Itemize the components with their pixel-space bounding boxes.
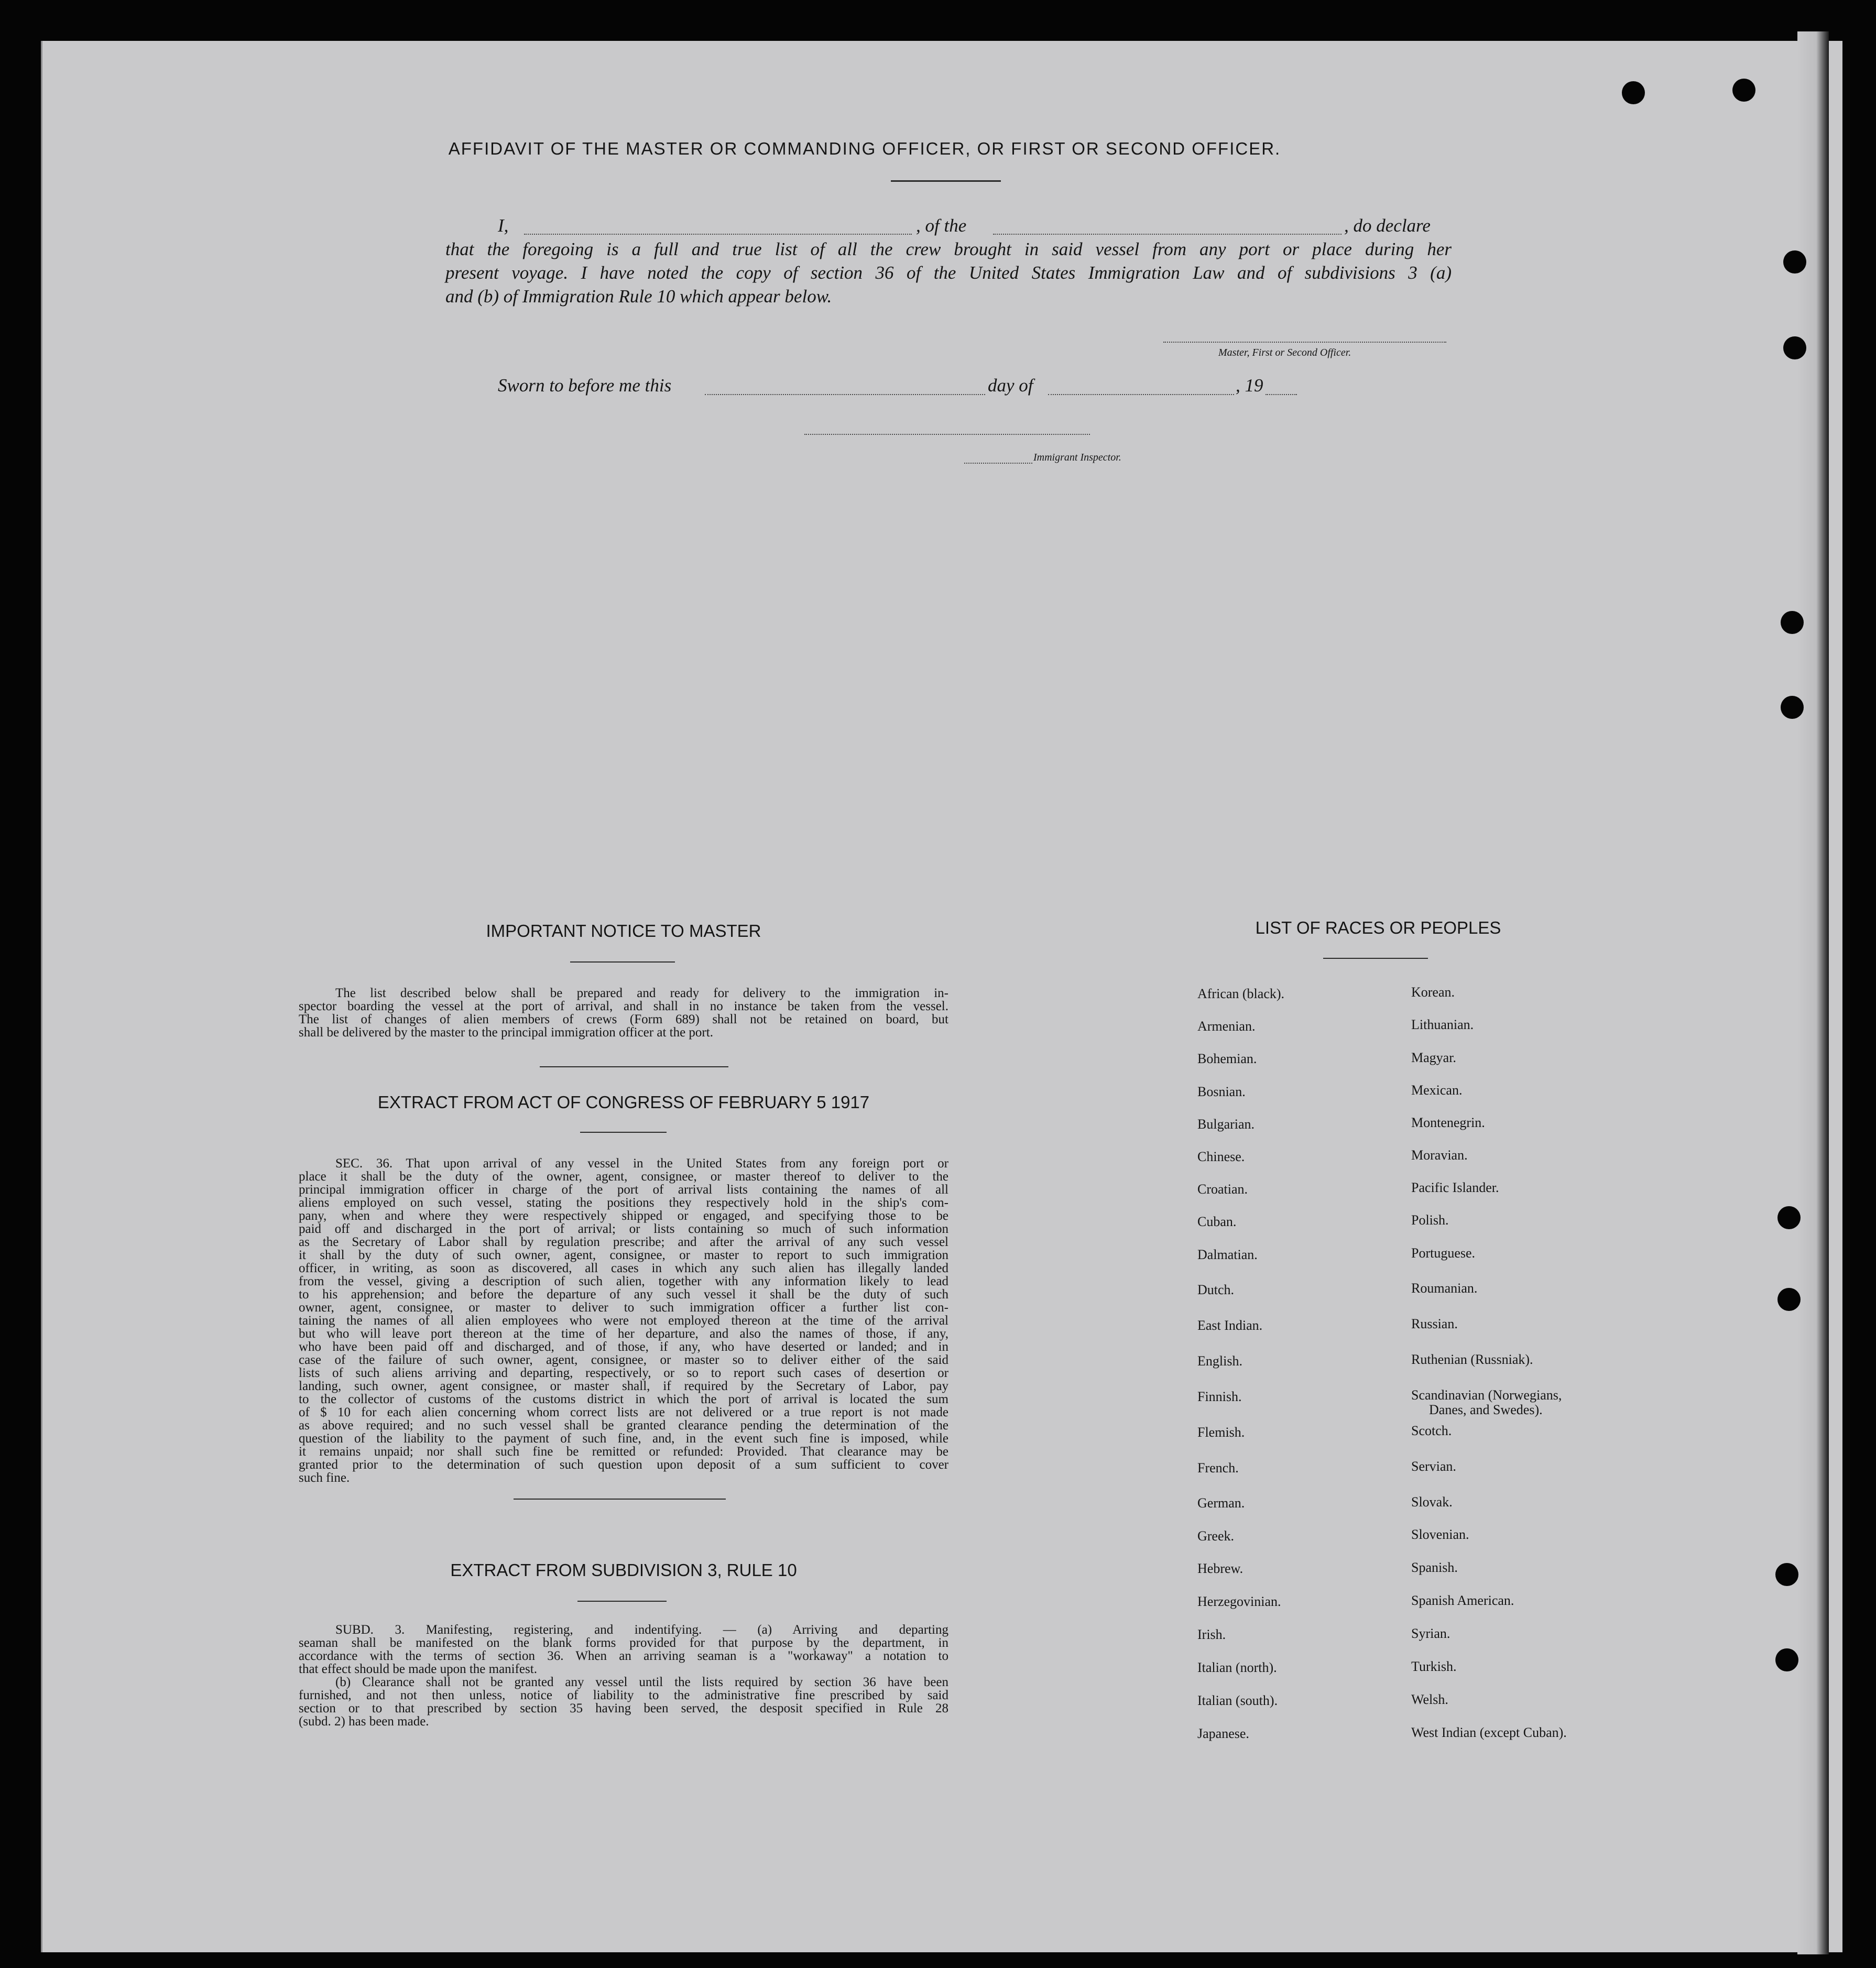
binder-hole (1732, 79, 1755, 102)
rule-line: (subd. 2) has been made. (299, 1714, 429, 1729)
act-underline (580, 1132, 667, 1133)
affidavit-of-the: , of the (916, 215, 967, 236)
race-item: Italian (south). (1197, 1693, 1278, 1708)
affidavit-i: I, (498, 215, 509, 236)
race-item: English. (1197, 1353, 1242, 1369)
act-line: question of the liability to the payment of such fine, and, in the event such fine is imposed, while (299, 1431, 948, 1446)
act-line: SEC. 36. That upon arrival of any vessel in the United States from any foreign port or (335, 1156, 948, 1171)
race-item: Turkish. (1411, 1659, 1457, 1674)
signature-label: Master, First or Second Officer. (1218, 347, 1351, 358)
race-item: Finnish. (1197, 1389, 1242, 1404)
race-item: Hebrew. (1197, 1561, 1244, 1576)
act-line: as above required; and no such vessel shall be granted clearance pending the determination of the (299, 1418, 948, 1433)
affidavit-line2: that the foregoing is a full and true list of all the crew brought in said vessel from any port or place during her (445, 239, 1452, 259)
title-underline (891, 180, 1001, 182)
year-text: , 19 (1236, 375, 1263, 396)
race-item: Croatian. (1197, 1182, 1248, 1197)
act-line: granted prior to the determination of such question upon deposit of a sum sufficient to cover (299, 1458, 948, 1472)
section-divider (540, 1066, 728, 1067)
race-item: Scandinavian (Norwegians, (1411, 1387, 1562, 1403)
rule-line: furnished, and not then unless, notice of liability to the administrative fine prescribed by said (299, 1688, 948, 1702)
act-line: as the Secretary of Labor shall by regulation prescribe; and after the arrival of any such vessel (299, 1235, 948, 1249)
day-of-text: day of (988, 375, 1033, 396)
race-item: East Indian. (1197, 1318, 1263, 1333)
month-blank[interactable] (1048, 394, 1234, 395)
race-item: West Indian (except Cuban). (1411, 1725, 1567, 1740)
act-line: to the collector of customs of the customs district in which the port of arrival is located the sum (299, 1392, 948, 1406)
act-line: such fine. (299, 1471, 350, 1485)
race-item: Dutch. (1197, 1282, 1235, 1297)
rule-line: seaman shall be manifested on the blank forms provided for that purpose by the department, in (299, 1636, 948, 1650)
act-line: of $ 10 for each alien concerning whom correct lists are not delivered or a true report is not made (299, 1405, 948, 1419)
rule-line: (b) Clearance shall not be granted any vessel until the lists required by section 36 have been (335, 1675, 948, 1689)
signature-blank[interactable] (1163, 342, 1446, 343)
notice-line: The list of changes of alien members of crews (Form 689) shall not be retained on board, but (299, 1012, 948, 1026)
race-item: Italian (north). (1197, 1660, 1277, 1675)
act-line: aliens employed on such vessel, stating the positions they respectively hold in the ship's com- (299, 1196, 948, 1210)
race-item: Japanese. (1197, 1726, 1249, 1741)
binder-hole (1783, 250, 1806, 274)
binder-hole (1777, 1288, 1801, 1311)
race-item: Spanish American. (1411, 1593, 1514, 1608)
race-item: French. (1197, 1460, 1239, 1475)
race-item: Welsh. (1411, 1692, 1448, 1707)
act-line: lists of such aliens arriving and departing, respectively, or so to report such cases of desertion or (299, 1366, 948, 1380)
race-item: Greek. (1197, 1528, 1235, 1544)
inspector-label: Immigrant Inspector. (1033, 452, 1121, 463)
affidavit-line3: present voyage. I have noted the copy of section 36 of the United States Immigration Law and of subdivisions 3 (a) (445, 263, 1452, 283)
binder-hole (1775, 1563, 1798, 1586)
year-blank[interactable] (1266, 394, 1297, 395)
page-edge (1797, 31, 1829, 1954)
binder-hole (1777, 1206, 1801, 1229)
sworn-text: Sworn to before me this (498, 375, 672, 396)
race-item: Herzegovinian. (1197, 1594, 1281, 1609)
race-item: Syrian. (1411, 1626, 1450, 1641)
race-item: Slovenian. (1411, 1527, 1469, 1542)
act-line: to his apprehension; and before the departure of any such vessel it shall be the duty of such (299, 1287, 948, 1302)
race-item: Spanish. (1411, 1560, 1458, 1575)
act-line: case of the failure of such owner, agent, consignee, or master so to deliver either of the said (299, 1353, 948, 1367)
race-item: Chinese. (1197, 1149, 1245, 1164)
rule-line: that effect should be made upon the manifest. (299, 1662, 537, 1676)
race-item: Bulgarian. (1197, 1117, 1255, 1132)
act-line: officer, in writing, as soon as discovered, all cases in which any such alien has illegally landed (299, 1261, 948, 1275)
act-line: pany, when and where they were respectively shipped or engaged, and specifying those to be (299, 1209, 948, 1223)
race-item: Portuguese. (1411, 1245, 1476, 1261)
race-item: Bosnian. (1197, 1084, 1246, 1099)
act-line: principal immigration officer in charge of the port of arrival lists containing the names of all (299, 1183, 948, 1197)
race-item: Lithuanian. (1411, 1017, 1474, 1032)
act-line: taining the names of all alien employees who were not employed thereon at the time of the arrival (299, 1314, 948, 1328)
race-item: Russian. (1411, 1316, 1458, 1331)
race-item: Ruthenian (Russniak). (1411, 1352, 1533, 1367)
race-item: Korean. (1411, 985, 1455, 1000)
rule-title: EXTRACT FROM SUBDIVISION 3, RULE 10 (450, 1560, 797, 1580)
act-line: place it shall be the duty of the owner, agent, consignee, or master thereof to deliver to the (299, 1169, 948, 1184)
rule-line: SUBD. 3. Manifesting, registering, and indentifying. — (a) Arriving and departing (335, 1623, 948, 1637)
races-title: LIST OF RACES OR PEOPLES (1255, 918, 1501, 937)
binder-hole (1783, 336, 1806, 359)
act-line: paid off and discharged in the port of arrival; or lists containing so much of such information (299, 1222, 948, 1236)
race-item: Moravian. (1411, 1147, 1468, 1163)
sworn-day-blank[interactable] (705, 394, 985, 395)
act-line: landing, such owner, agent consignee, or master shall, if required by the Secretary of Labor, pay (299, 1379, 948, 1393)
race-item: Magyar. (1411, 1050, 1456, 1065)
act-line: it shall by the duty of such owner, agent, consignee, or master to report to such immigration (299, 1248, 948, 1262)
notice-line: The list described below shall be prepared and ready for delivery to the immigration in- (335, 986, 948, 1000)
act-line: owner, agent, consignee, or master to deliver to such immigration officer a further list con- (299, 1300, 948, 1315)
race-item: African (black). (1197, 986, 1285, 1001)
affidavit-declare: , do declare (1344, 215, 1431, 236)
notice-line: spector boarding the vessel at the port of arrival, and shall in no instance be taken from the vessel. (299, 999, 948, 1013)
binder-hole (1622, 81, 1645, 104)
race-item: Montenegrin. (1411, 1115, 1485, 1130)
race-item: Dalmatian. (1197, 1247, 1258, 1262)
act-line: who have been paid off and discharged, and of those, if any, who have deserted or landed; and in (299, 1340, 948, 1354)
binder-hole (1775, 1648, 1798, 1671)
race-item: German. (1197, 1495, 1245, 1511)
rule-underline (577, 1601, 667, 1602)
race-item: Servian. (1411, 1459, 1456, 1474)
rule-line: accordance with the terms of section 36. When an arriving seaman is a "workaway" a notation to (299, 1649, 948, 1663)
affidavit-line4: and (b) of Immigration Rule 10 which appear below. (445, 286, 832, 307)
race-item: Danes, and Swedes). (1429, 1402, 1543, 1417)
notice-line: shall be delivered by the master to the principal immigration officer at the port. (299, 1025, 713, 1040)
inspector-blank[interactable] (804, 434, 1090, 435)
notice-underline (570, 961, 675, 963)
race-item: Mexican. (1411, 1083, 1463, 1098)
act-title: EXTRACT FROM ACT OF CONGRESS OF FEBRUARY 5 1917 (377, 1092, 870, 1112)
races-underline (1323, 958, 1428, 959)
notice-title: IMPORTANT NOTICE TO MASTER (486, 921, 761, 941)
race-item: Slovak. (1411, 1494, 1453, 1510)
act-line: from the vessel, giving a description of such alien, together with any information likely to lead (299, 1274, 948, 1288)
race-item: Armenian. (1197, 1019, 1256, 1034)
vessel-blank[interactable] (993, 234, 1341, 235)
race-item: Roumanian. (1411, 1281, 1478, 1296)
act-line: but who will leave port thereon at the time of her departure, and also the names of those, if any, (299, 1327, 948, 1341)
race-item: Pacific Islander. (1411, 1180, 1499, 1195)
act-line: it remains unpaid; nor shall such fine be remitted or refunded: Provided. That clearance may be (299, 1445, 948, 1459)
race-item: Flemish. (1197, 1425, 1245, 1440)
inspector-blank-short (964, 463, 1032, 464)
binder-hole (1781, 611, 1804, 634)
race-item: Cuban. (1197, 1214, 1237, 1229)
section-divider (514, 1499, 726, 1500)
name-blank[interactable] (524, 234, 912, 235)
affidavit-title: AFFIDAVIT OF THE MASTER OR COMMANDING OFFICER, OR FIRST OR SECOND OFFICER. (448, 139, 1281, 158)
race-item: Scotch. (1411, 1423, 1452, 1438)
binder-hole (1781, 696, 1804, 719)
race-item: Polish. (1411, 1212, 1449, 1228)
race-item: Irish. (1197, 1627, 1226, 1642)
rule-line: section or to that prescribed by section 35 having been served, the desposit specified in Rule 28 (299, 1701, 948, 1715)
race-item: Bohemian. (1197, 1051, 1257, 1066)
